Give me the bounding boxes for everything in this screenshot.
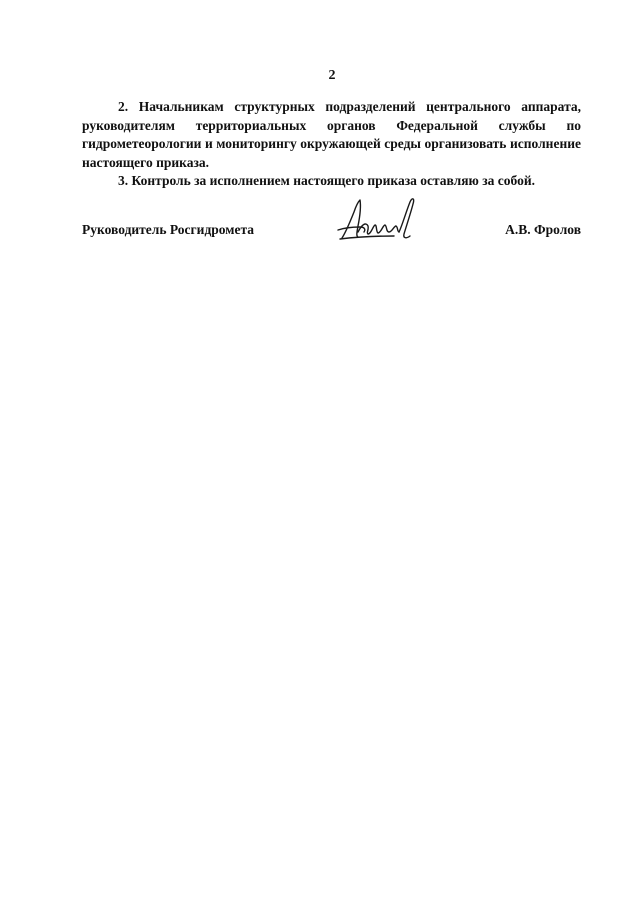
handwritten-signature <box>336 192 418 244</box>
document-body <box>82 98 581 191</box>
signer-name: А.В. Фролов <box>505 222 581 237</box>
page-number: 2 <box>328 68 336 83</box>
signer-title: Руководитель Росгидромета <box>82 222 255 237</box>
signature-block <box>82 222 581 242</box>
paragraph-2: 2. Начальникам структурных подразделений центрального аппарата, руководителям территориальных органов Федеральной службы по гидрометеорологии и мониторингу окружающей среды организовать исполнение настоящего приказа. <box>82 99 581 170</box>
paragraph-3: 3. Контроль за исполнением настоящего приказа оставляю за собой. <box>118 173 535 188</box>
